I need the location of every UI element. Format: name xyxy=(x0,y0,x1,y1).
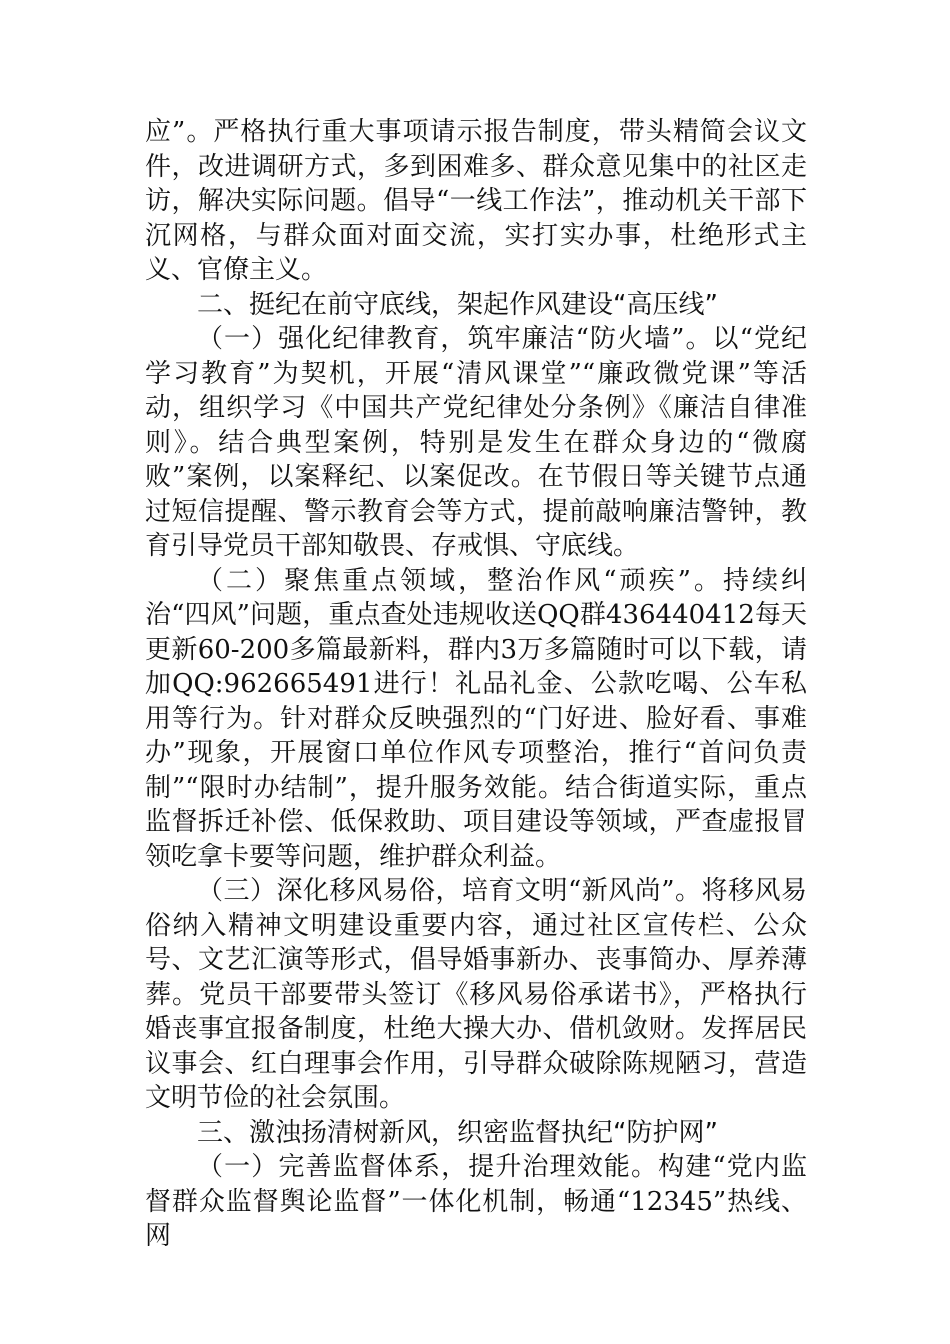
paragraph-3-1: （一）完善监督体系，提升治理效能。构建“党内监督群众监督舆论监督”一体化机制，畅通“12345”热线、网 xyxy=(145,1152,807,1251)
paragraph-continuation: 应”。严格执行重大事项请示报告制度，带头精简会议文件，改进调研方式，多到困难多、群众意见集中的社区走访，解决实际问题。倡导“一线工作法”，推动机关干部下沉网格，与群众面对面交流，实打实办事，杜绝形式主义、官僚主义。 xyxy=(145,117,807,285)
paragraph-2-1: （一）强化纪律教育，筑牢廉洁“防火墙”。以“党纪学习教育”为契机，开展“清风课堂”“廉政微党课”等活动，组织学习《中国共产党纪律处分条例》《廉洁自律准则》。结合典型案例，特别是发生在群众身边的“微腐败”案例，以案释纪、以案促改。在节假日等关键节点通过短信提醒、警示教育会等方式，提前敲响廉洁警钟，教育引导党员干部知敬畏、存戒惧、守底线。 xyxy=(145,324,807,561)
section-heading-3: 三、激浊扬清树新风，织密监督执纪“防护网” xyxy=(197,1117,718,1148)
paragraph-2-3: （三）深化移风易俗，培育文明“新风尚”。将移风易俗纳入精神文明建设重要内容，通过社区宣传栏、公众号、文艺汇演等形式，倡导婚事新办、丧事简办、厚养薄葬。党员干部要带头签订《移风易俗承诺书》，严格执行婚丧事宜报备制度，杜绝大操大办、借机敛财。发挥居民议事会、红白理事会作用，引导群众破除陈规陋习，营造文明节俭的社会氛围。 xyxy=(145,876,807,1113)
paragraph-2-2: （二）聚焦重点领域，整治作风“顽疾”。持续纠治“四风”问题，重点查处违规收送QQ群436440412每天更新60-200多篇最新料，群内3万多篇随时可以下载，请加QQ:962665491进行！礼品礼金、公款吃喝、公车私用等行为。针对群众反映强烈的“门好进、脸好看、事难办”现象，开展窗口单位作风专项整治，推行“首问负责制”“限时办结制”，提升服务效能。结合街道实际，重点监督拆迁补偿、低保救助、项目建设等领域，严查虚报冒领吃拿卡要等问题，维护群众利益。 xyxy=(145,565,807,872)
document-page xyxy=(145,115,807,1254)
section-heading-2: 二、挺纪在前守底线，架起作风建设“高压线” xyxy=(197,289,718,320)
